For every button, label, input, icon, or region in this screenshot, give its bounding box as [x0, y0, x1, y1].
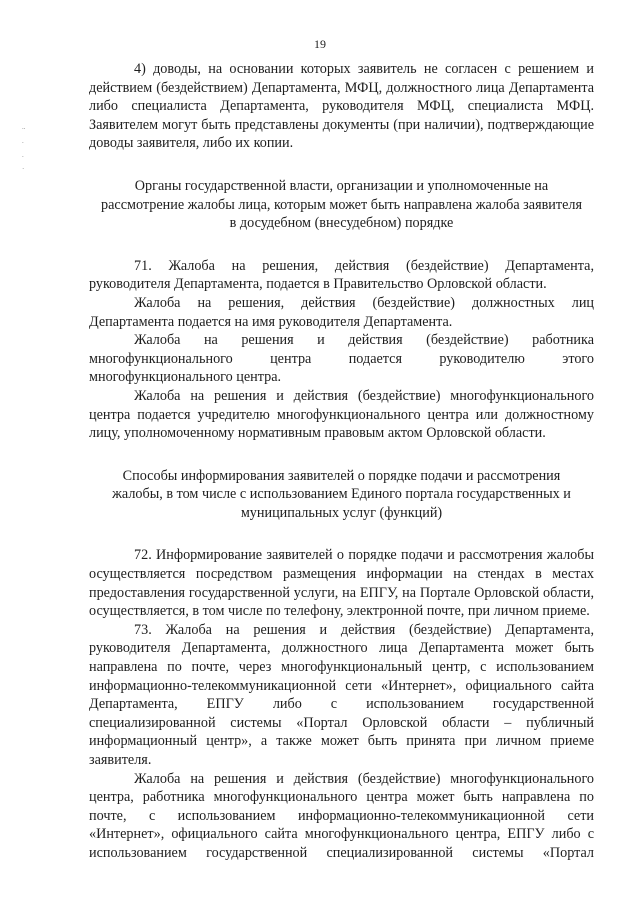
paragraph-71: 71. Жалоба на решения, действия (бездействие) Департамента, руководителя Департамента, подается в Правительство Орловской области. [89, 257, 594, 293]
document-body [89, 60, 594, 863]
paragraph-73-mfc: Жалоба на решения и действия (бездействие) многофункционального центра, работника многофункционального центра может быть направлена по почте, с использованием информационно-телекоммуникационной сети «Интернет», официального сайта многофункционального центра, ЕПГУ либо с использованием государственной специализированной системы «Портал [89, 770, 594, 861]
section-heading-complaint-bodies: Органы государственной власти, организации и уполномоченные на рассмотрение жалобы лица, которым может быть направлена жалоба заявителя в досудебном (внесудебном) порядке [101, 177, 582, 232]
margin-scan-marks: .. . . · [22, 123, 26, 173]
paragraph-grounds: 4) доводы, на основании которых заявитель не согласен с решением и действием (бездействием) Департамента, МФЦ, должностного лица Департамента либо специалиста Департамента, руководителя МФЦ, специалиста МФЦ. Заявителем могут быть представлены документы (при наличии), подтверждающие доводы заявителя, либо их копии. [89, 61, 594, 152]
paragraph-71-officials: Жалоба на решения, действия (бездействие) должностных лиц Департамента подается на имя руководителя Департамента. [89, 294, 594, 330]
paragraph-73: 73. Жалоба на решения и действия (бездействие) Департамента, руководителя Департамента, должностного лица Департамента может быть направлена по почте, через многофункциональный центр, с использованием информационно-телекоммуникационной сети «Интернет», официального сайта Департамента, ЕПГУ либо с использованием государственной специализированной системы «Портал Орловской области – публичный информационный центр», а также может быть принята при личном приеме заявителя. [89, 621, 594, 768]
paragraph-72: 72. Информирование заявителей о порядке подачи и рассмотрения жалобы осуществляется посредством размещения информации на стендах в местах предоставления государственной услуги, на ЕПГУ, на Портале Орловской области, осуществляется, в том числе по телефону, электронной почте, при личном приеме. [89, 547, 594, 620]
paragraph-71-mfc-worker: Жалоба на решения и действия (бездействие) работника многофункционального центра подается руководителю этого многофункционального центра. [89, 332, 594, 386]
section-heading-informing-methods: Способы информирования заявителей о порядке подачи и рассмотрения жалобы, в том числе с использованием Единого портала государственных и муниципальных услуг (функций) [112, 467, 571, 521]
page-number: 19 [314, 37, 326, 51]
paragraph-71-mfc: Жалоба на решения и действия (бездействие) многофункционального центра подается учредителю многофункционального центра или должностному лицу, уполномоченному нормативным правовым актом Орловской области. [89, 387, 594, 442]
